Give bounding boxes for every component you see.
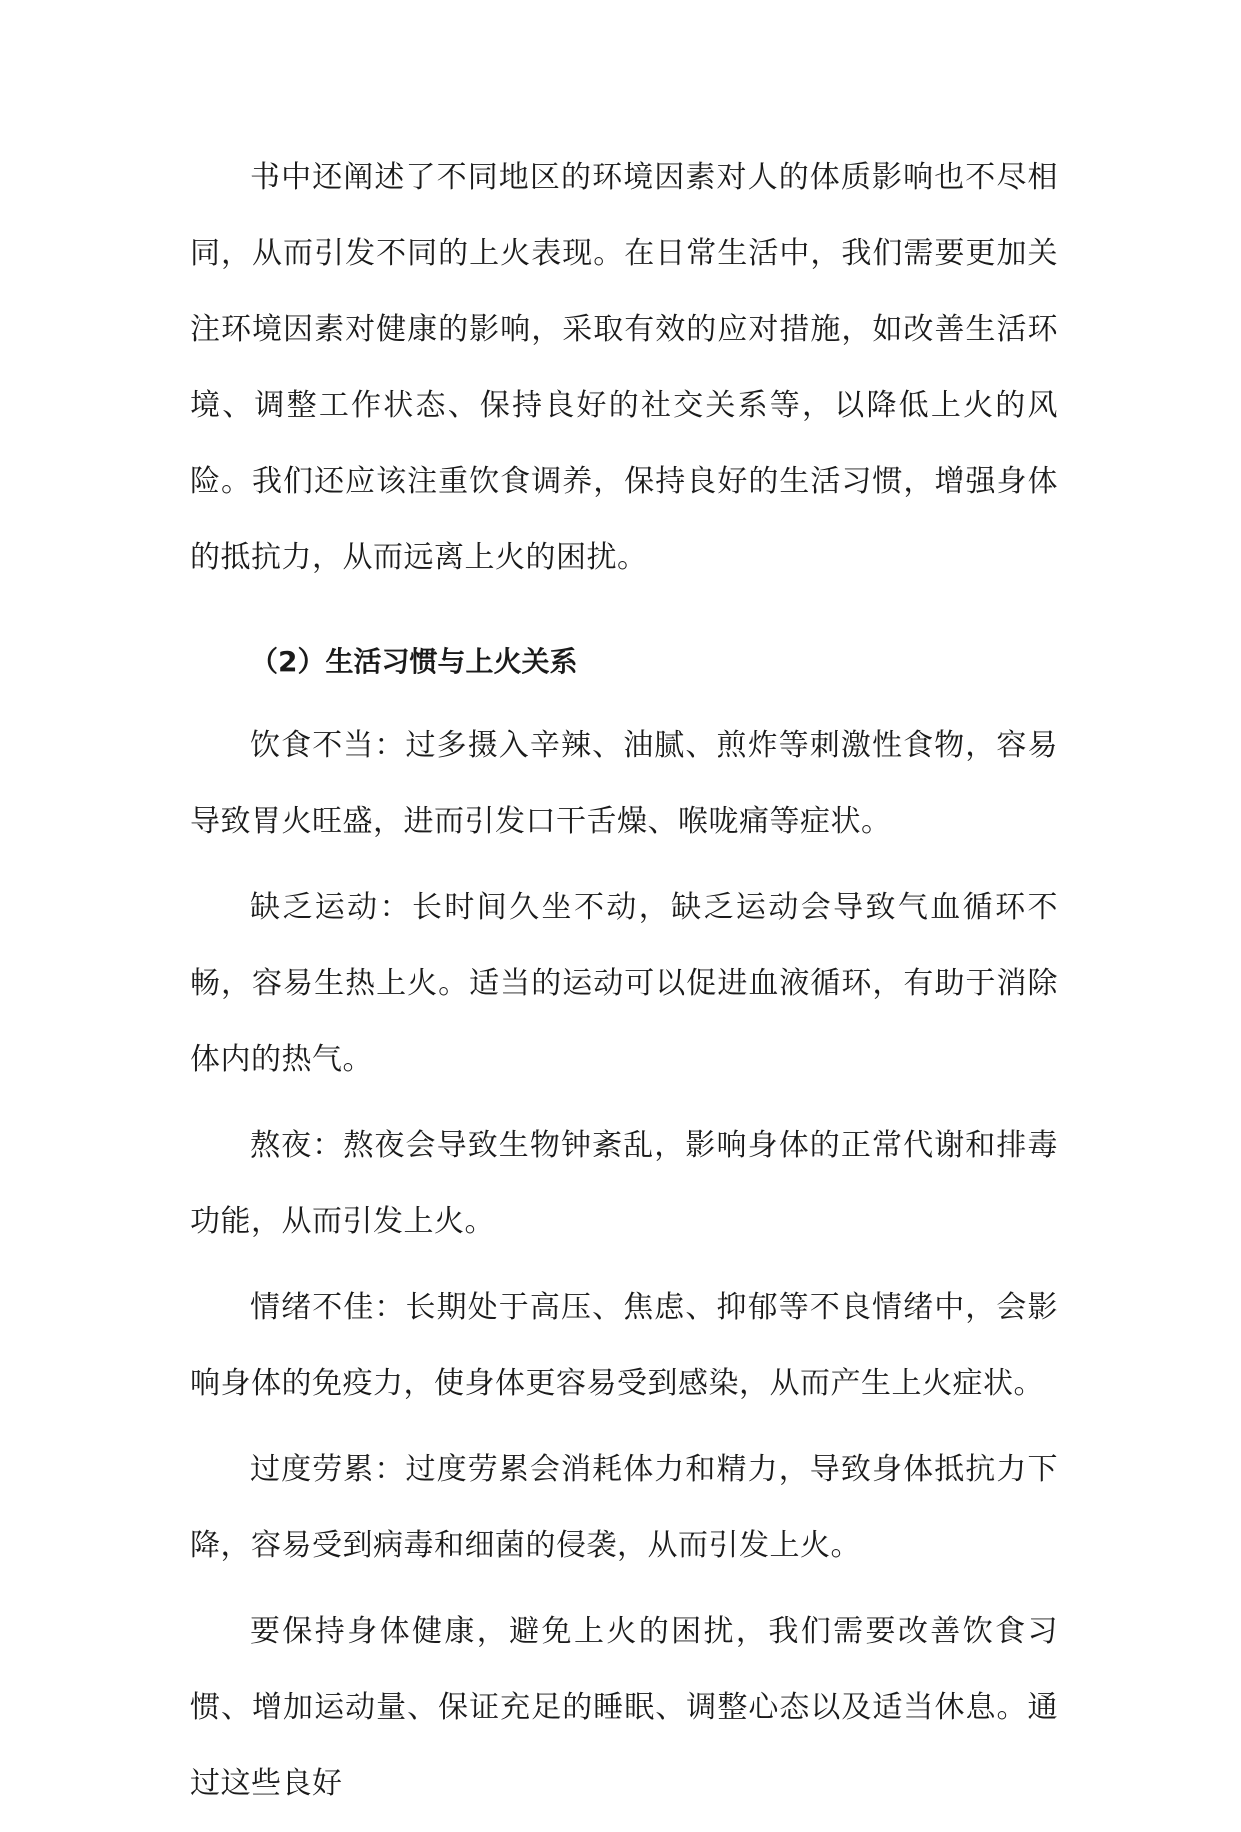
body-paragraph-fatigue: 过度劳累：过度劳累会消耗体力和精力，导致身体抵抗力下降，容易受到病毒和细菌的侵袭，从而引发上火。 xyxy=(190,1452,1058,1563)
document-page xyxy=(190,140,1058,1832)
body-paragraph-summary: 要保持身体健康，避免上火的困扰，我们需要改善饮食习惯、增加运动量、保证充足的睡眠、调整心态以及适当休息。通过这些良好 xyxy=(190,1614,1058,1801)
body-paragraph-mood: 情绪不佳：长期处于高压、焦虑、抑郁等不良情绪中，会影响身体的免疫力，使身体更容易受到感染，从而产生上火症状。 xyxy=(190,1290,1058,1401)
section-heading: （2）生活习惯与上火关系 xyxy=(250,645,578,678)
body-paragraph: 书中还阐述了不同地区的环境因素对人的体质影响也不尽相同，从而引发不同的上火表现。在日常生活中，我们需要更加关注环境因素对健康的影响，采取有效的应对措施，如改善生活环境、调整工作状态、保持良好的社交关系等，以降低上火的风险。我们还应该注重饮食调养，保持良好的生活习惯，增强身体的抵抗力，从而远离上火的困扰。 xyxy=(190,160,1058,575)
body-paragraph-staying-up: 熬夜：熬夜会导致生物钟紊乱，影响身体的正常代谢和排毒功能，从而引发上火。 xyxy=(190,1128,1058,1239)
body-paragraph-exercise: 缺乏运动：长时间久坐不动，缺乏运动会导致气血循环不畅，容易生热上火。适当的运动可以促进血液循环，有助于消除体内的热气。 xyxy=(190,890,1058,1077)
body-paragraph-diet: 饮食不当：过多摄入辛辣、油腻、煎炸等刺激性食物，容易导致胃火旺盛，进而引发口干舌燥、喉咙痛等症状。 xyxy=(190,728,1058,839)
